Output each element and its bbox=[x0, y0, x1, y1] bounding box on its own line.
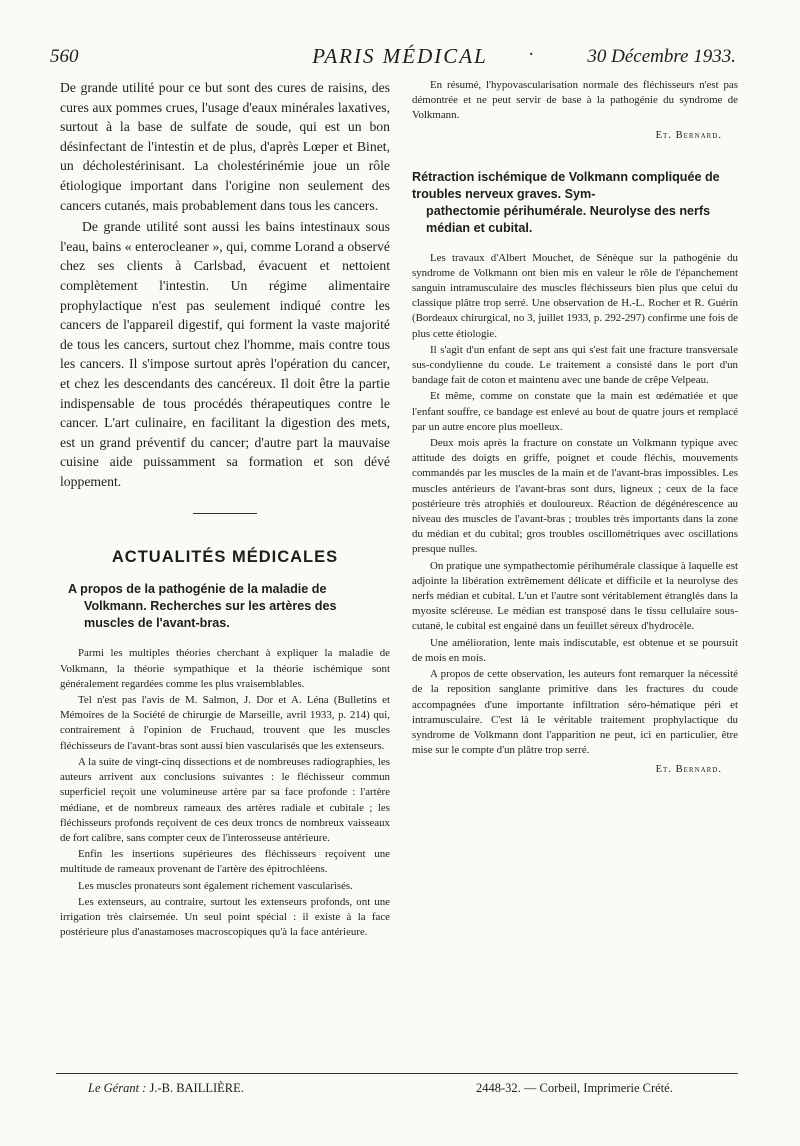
section-divider bbox=[193, 513, 257, 514]
article-paragraph: A la suite de vingt-cinq dissections et de nombreuses radiographies, les auteurs arrivent aux conclusions suivantes : le fléchisseur commun superficiel reçoit une volumineuse artère par sa face profonde : l'artère médiane, et de nombreux rameaux des artères radiale et cubitale ; les fléchisseurs profonds reçoivent de ces deux troncs de nombreux vaisseaux de fort calibre, sans compter ceux de l'interosseuse antérieure. bbox=[60, 755, 390, 844]
article-title-line: Volkmann. Recherches sur les artères des muscles de l'avant-bras. bbox=[84, 599, 337, 631]
article-paragraph: Tel n'est pas l'avis de M. Salmon, J. Dor et A. Léna (Bulletins et Mémoires de la Société de chirurgie de Marseille, avril 1933, p. 214) qui, contrairement à l'opinion de Fruchaud, trouvent que les muscles fléchisseurs de l'avant-bras sont aussi bien vascularisés que les extenseurs. bbox=[60, 694, 390, 752]
author-signature: Et. Bernard. bbox=[655, 764, 722, 776]
gerant-name: J.-B. BAILLIÈRE. bbox=[149, 1081, 244, 1095]
author-signature: Et. Bernard. bbox=[655, 129, 722, 141]
article-paragraph: Deux mois après la fracture on constate un Volkmann typique avec attitude des doigts en griffe, poignet et coude fléchis, mouvements commandés par les muscles de la main et de l'avant-bras impossibles. Les muscles antérieurs de l'avant-bras sont durs, ligneux ; ceux de la face postérieure très atrophiés et douloureux. Réaction de dégénérescence au niveau des muscles de l'avant-bras ; troubles très importants dans la zone du médian et du cubital; gros troubles oscillométriques avec oscillations presque nulles. bbox=[412, 437, 738, 556]
footer-printer: 2448-32. — Corbeil, Imprimerie Crété. bbox=[476, 1081, 673, 1095]
article-title bbox=[412, 169, 738, 237]
footer-rule bbox=[56, 1073, 738, 1074]
article-paragraph: Parmi les multiples théories cherchant à expliquer la maladie de Volkmann, la théorie sympathique et la théorie ischémique sont généralement regardées comme les plus vraisemblables. bbox=[60, 647, 390, 690]
journal-title: PARIS MÉDICAL bbox=[312, 44, 488, 68]
intro-paragraph: De grande utilité sont aussi les bains intestinaux sous l'eau, bains « enterocleaner », qui, comme Lorand a observé chez ses clients à Carlsbad, évacuent et nettoient complètement l'intestin. Un régime alimentaire prophylactique n'est pas seulement indiqué contre les cancers de l'appareil digestif, qui forment la vaste majorité de tous les cancers, surtout chez l'homme, mais contre tous les cancers. Il s'impose surtout après l'opération du cancer, et chez les descendants des cancéreux. Il doit être la partie indispensable de tous procédés thérapeutiques contre le cancer. L'art culinaire, en facilitant la digestion des mets, est un grand préventif du cancer; d'autre part la mauvaise cuisine aide puissamment sa formation et son dévé loppement. bbox=[60, 219, 390, 489]
issue-date: 30 Décembre 1933. bbox=[587, 46, 736, 67]
article-paragraph: Les extenseurs, au contraire, surtout les extenseurs profonds, ont une irrigation très clairsemée. Un seul point spécial : il existe à la face postérieure plus d'anastamoses macroscopiques qu'à la face antérieure. bbox=[60, 895, 390, 939]
article-paragraph: Et même, comme on constate que la main est œdématiée et que l'enfant souffre, ce bandage est enlevé au bout de quatre jours et remplacé par un autre encore plus moelleux. bbox=[412, 390, 738, 433]
article-paragraph: Il s'agit d'un enfant de sept ans qui s'est fait une fracture transversale sus-condylienne du coude. Le traitement a consisté dans le port d'un bandage fait de coton et maintenu avec une bande de crêpe Velpeau. bbox=[412, 343, 738, 387]
section-title: ACTUALITÉS MÉDICALES bbox=[111, 548, 339, 567]
gerant-label: Le Gérant : bbox=[88, 1081, 147, 1095]
footer-gerant bbox=[88, 1081, 244, 1096]
article-title-line: Rétraction ischémique de Volkmann compliquée de troubles nerveux graves. Sym- bbox=[412, 169, 720, 201]
article-paragraph: A propos de cette observation, les auteurs font remarquer la nécessité de la reposition sanglante primitive dans les fractures du coude accompagnées d'une importante infiltration séro-hématique péri et intramusculaire. C'est là le véritable traitement prophylactique du syndrome de Volkmann dont l'apparition ne peut, ici en particulier, être mise sur le compte d'un plâtre trop serré. bbox=[412, 668, 738, 757]
article-paragraph: Enfin les insertions supérieures des fléchisseurs reçoivent une multitude de rameaux provenant de l'artère des épitrochléens. bbox=[60, 848, 390, 876]
header-separator: · bbox=[528, 44, 535, 65]
left-column bbox=[60, 78, 390, 940]
article-title bbox=[68, 581, 390, 632]
continuation-paragraph: En résumé, l'hypovascularisation normale des fléchisseurs n'est pas démontrée et ne peut servir de base à la pathogénie du syndrome de Volkmann. bbox=[412, 79, 738, 122]
article-paragraph: Les muscles pronateurs sont également richement vascularisés. bbox=[78, 879, 353, 892]
right-column bbox=[412, 78, 738, 775]
page-number: 560 bbox=[50, 46, 79, 67]
article-paragraph: Une amélioration, lente mais indiscutable, est obtenue et se poursuit de mois en mois. bbox=[412, 636, 738, 664]
article-paragraph: Les travaux d'Albert Mouchet, de Sénèque sur la pathogénie du syndrome de Volkmann ont bien mis en valeur le rôle de l'épanchement sanguin intramusculaire des muscles fléchisseurs bien plus que celui du classique plâtre trop serré. Une observation de H.-L. Rocher et R. Guérin (Bordeaux chirurgical, no 3, juillet 1933, p. 292-297) confirme une fois de plus cette étiologie. bbox=[412, 251, 738, 340]
article-paragraph: On pratique une sympathectomie périhumérale classique à laquelle est adjointe la libération extrêmement délicate et difficile et la neurolyse des nerfs médian et cubital. L'un et l'autre sont véritablement étranglés dans la myosite scléreuse. Le médian est transposé dans le tissu cellulaire sous-cutané, le cubital est engainé dans un feuillet séreux d'hydrocèle. bbox=[412, 559, 738, 633]
article-title-line: pathectomie périhumérale. Neurolyse des nerfs médian et cubital. bbox=[426, 203, 711, 235]
article-title-line: A propos de la pathogénie de la maladie de bbox=[68, 582, 327, 597]
intro-paragraph: De grande utilité pour ce but sont des cures de raisins, des cures aux pommes crues, l'usage d'eaux minérales laxatives, surtout à la base de sulfate de soude, qui est un bon désinfectant de l'intestin et de plus, d'après Lœper et Binet, un décholestérinisant. La cholestérinémie joue un rôle étiologique important dans l'origine non seulement des cancers cutanés, mais probablement dans tous les cancers. bbox=[60, 80, 390, 213]
